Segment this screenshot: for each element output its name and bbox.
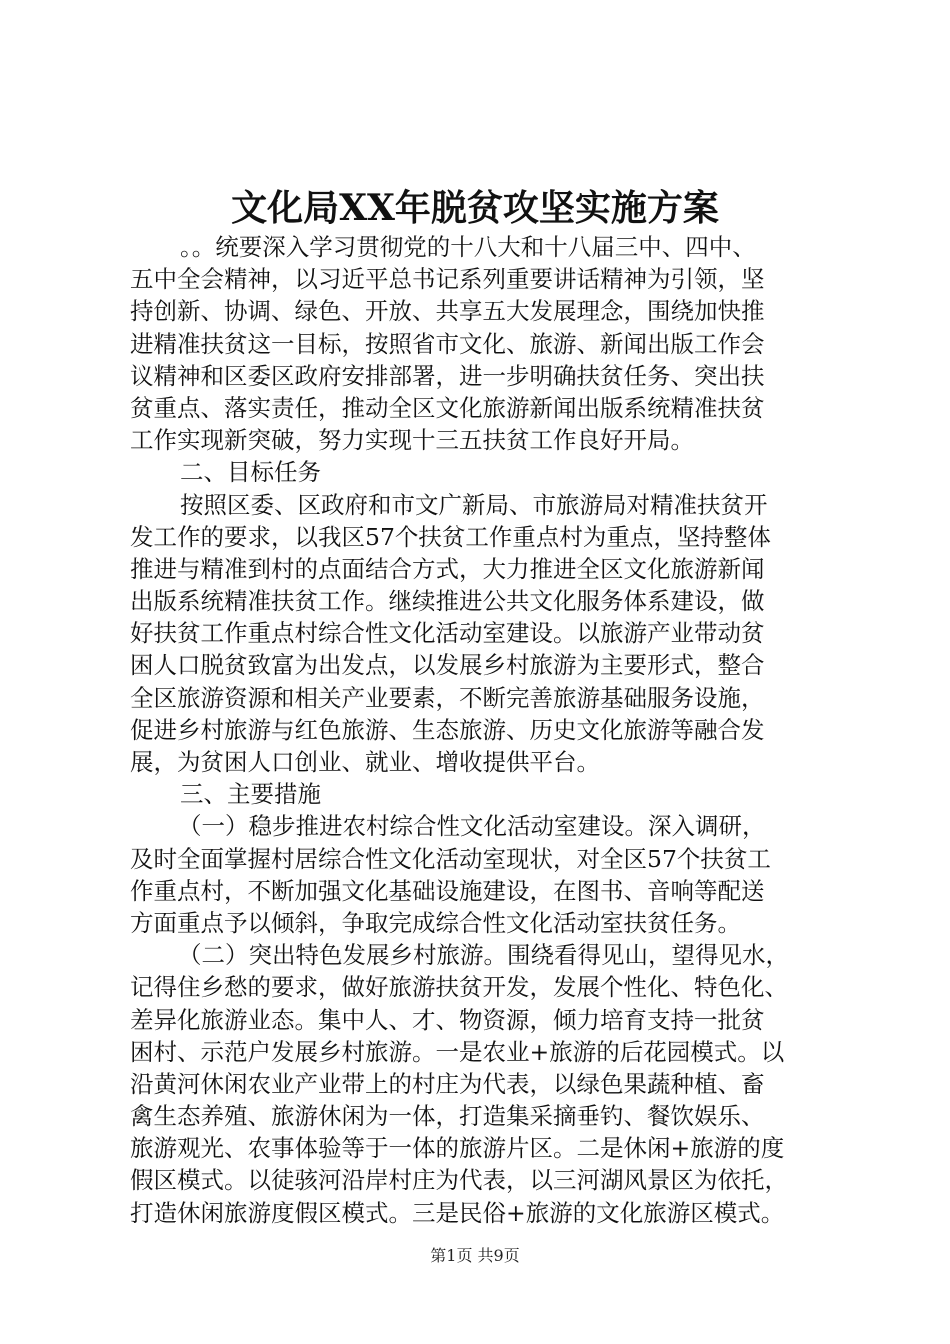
text-line: 。。统要深入学习贯彻党的十八大和十八届三中、四中、 <box>180 233 756 261</box>
text-line: （一）稳步推进农村综合性文化活动室建设。深入调研， <box>178 812 766 841</box>
text-line: 展，为贫困人口创业、就业、增收提供平台。 <box>130 748 600 776</box>
text-line: 打造休闲旅游度假区模式。三是民俗+旅游的文化旅游区模式。 <box>130 1198 785 1227</box>
text-line: 按照区委、区政府和市文广新局、市旅游局对精准扶贫开 <box>180 490 768 519</box>
text-line: 五中全会精神，以习近平总书记系列重要讲话精神为引领，坚 <box>130 265 765 294</box>
text-line: 出版系统精准扶贫工作。继续推进公共文化服务体系建设，做 <box>130 587 765 616</box>
text-line: 工作实现新突破，努力实现十三五扶贫工作良好开局。 <box>130 426 694 455</box>
text-line: 推进与精准到村的点面结合方式，大力推进全区文化旅游新闻 <box>130 554 765 583</box>
document-body <box>130 231 830 1229</box>
text-line: 好扶贫工作重点村综合性文化活动室建设。以旅游产业带动贫 <box>130 619 765 648</box>
text-line: 旅游观光、农事体验等于一体的旅游片区。二是休闲+旅游的度 <box>130 1134 785 1163</box>
text-line: 方面重点予以倾斜，争取完成综合性文化活动室扶贫任务。 <box>130 908 741 937</box>
text-line: 困村、示范户发展乡村旅游。一是农业+旅游的后花园模式。以 <box>130 1037 785 1066</box>
page-indicator: 第1页 共9页 <box>430 1246 520 1265</box>
text-line: 差异化旅游业态。集中人、才、物资源，倾力培育支持一批贫 <box>130 1005 765 1034</box>
section-heading: 二、目标任务 <box>180 458 321 487</box>
text-line: 沿黄河休闲农业产业带上的村庄为代表，以绿色果蔬种植、畜 <box>130 1069 765 1098</box>
text-line: 禽生态养殖、旅游休闲为一体，打造集采摘垂钓、餐饮娱乐、 <box>130 1102 765 1131</box>
text-line: 全区旅游资源和相关产业要素，不断完善旅游基础服务设施， <box>130 683 765 712</box>
text-line: 作重点村，不断加强文化基础设施建设，在图书、音响等配送 <box>130 876 765 905</box>
text-line: 记得住乡愁的要求，做好旅游扶贫开发，发展个性化、特色化、 <box>130 973 788 1002</box>
document-title: 文化局XX年脱贫攻坚实施方案 <box>231 187 719 229</box>
text-line: 贫重点、落实责任，推动全区文化旅游新闻出版系统精准扶贫 <box>130 393 765 422</box>
section-heading: 三、主要措施 <box>180 780 321 809</box>
text-line: （二）突出特色发展乡村旅游。围绕看得见山，望得见水， <box>178 941 789 970</box>
text-line: 促进乡村旅游与红色旅游、生态旅游、历史文化旅游等融合发 <box>130 715 765 744</box>
text-line: 进精准扶贫这一目标，按照省市文化、旅游、新闻出版工作会 <box>130 329 765 358</box>
text-line: 持创新、协调、绿色、开放、共享五大发展理念，围绕加快推 <box>130 297 765 326</box>
text-line: 发工作的要求，以我区57个扶贫工作重点村为重点，坚持整体 <box>130 522 771 551</box>
text-line: 困人口脱贫致富为出发点，以发展乡村旅游为主要形式，整合 <box>130 651 765 680</box>
text-line: 议精神和区委区政府安排部署，进一步明确扶贫任务、突出扶 <box>130 361 765 390</box>
text-line: 及时全面掌握村居综合性文化活动室现状，对全区57个扶贫工 <box>130 844 771 873</box>
text-line: 假区模式。以徒骇河沿岸村庄为代表，以三河湖风景区为依托， <box>130 1166 788 1195</box>
